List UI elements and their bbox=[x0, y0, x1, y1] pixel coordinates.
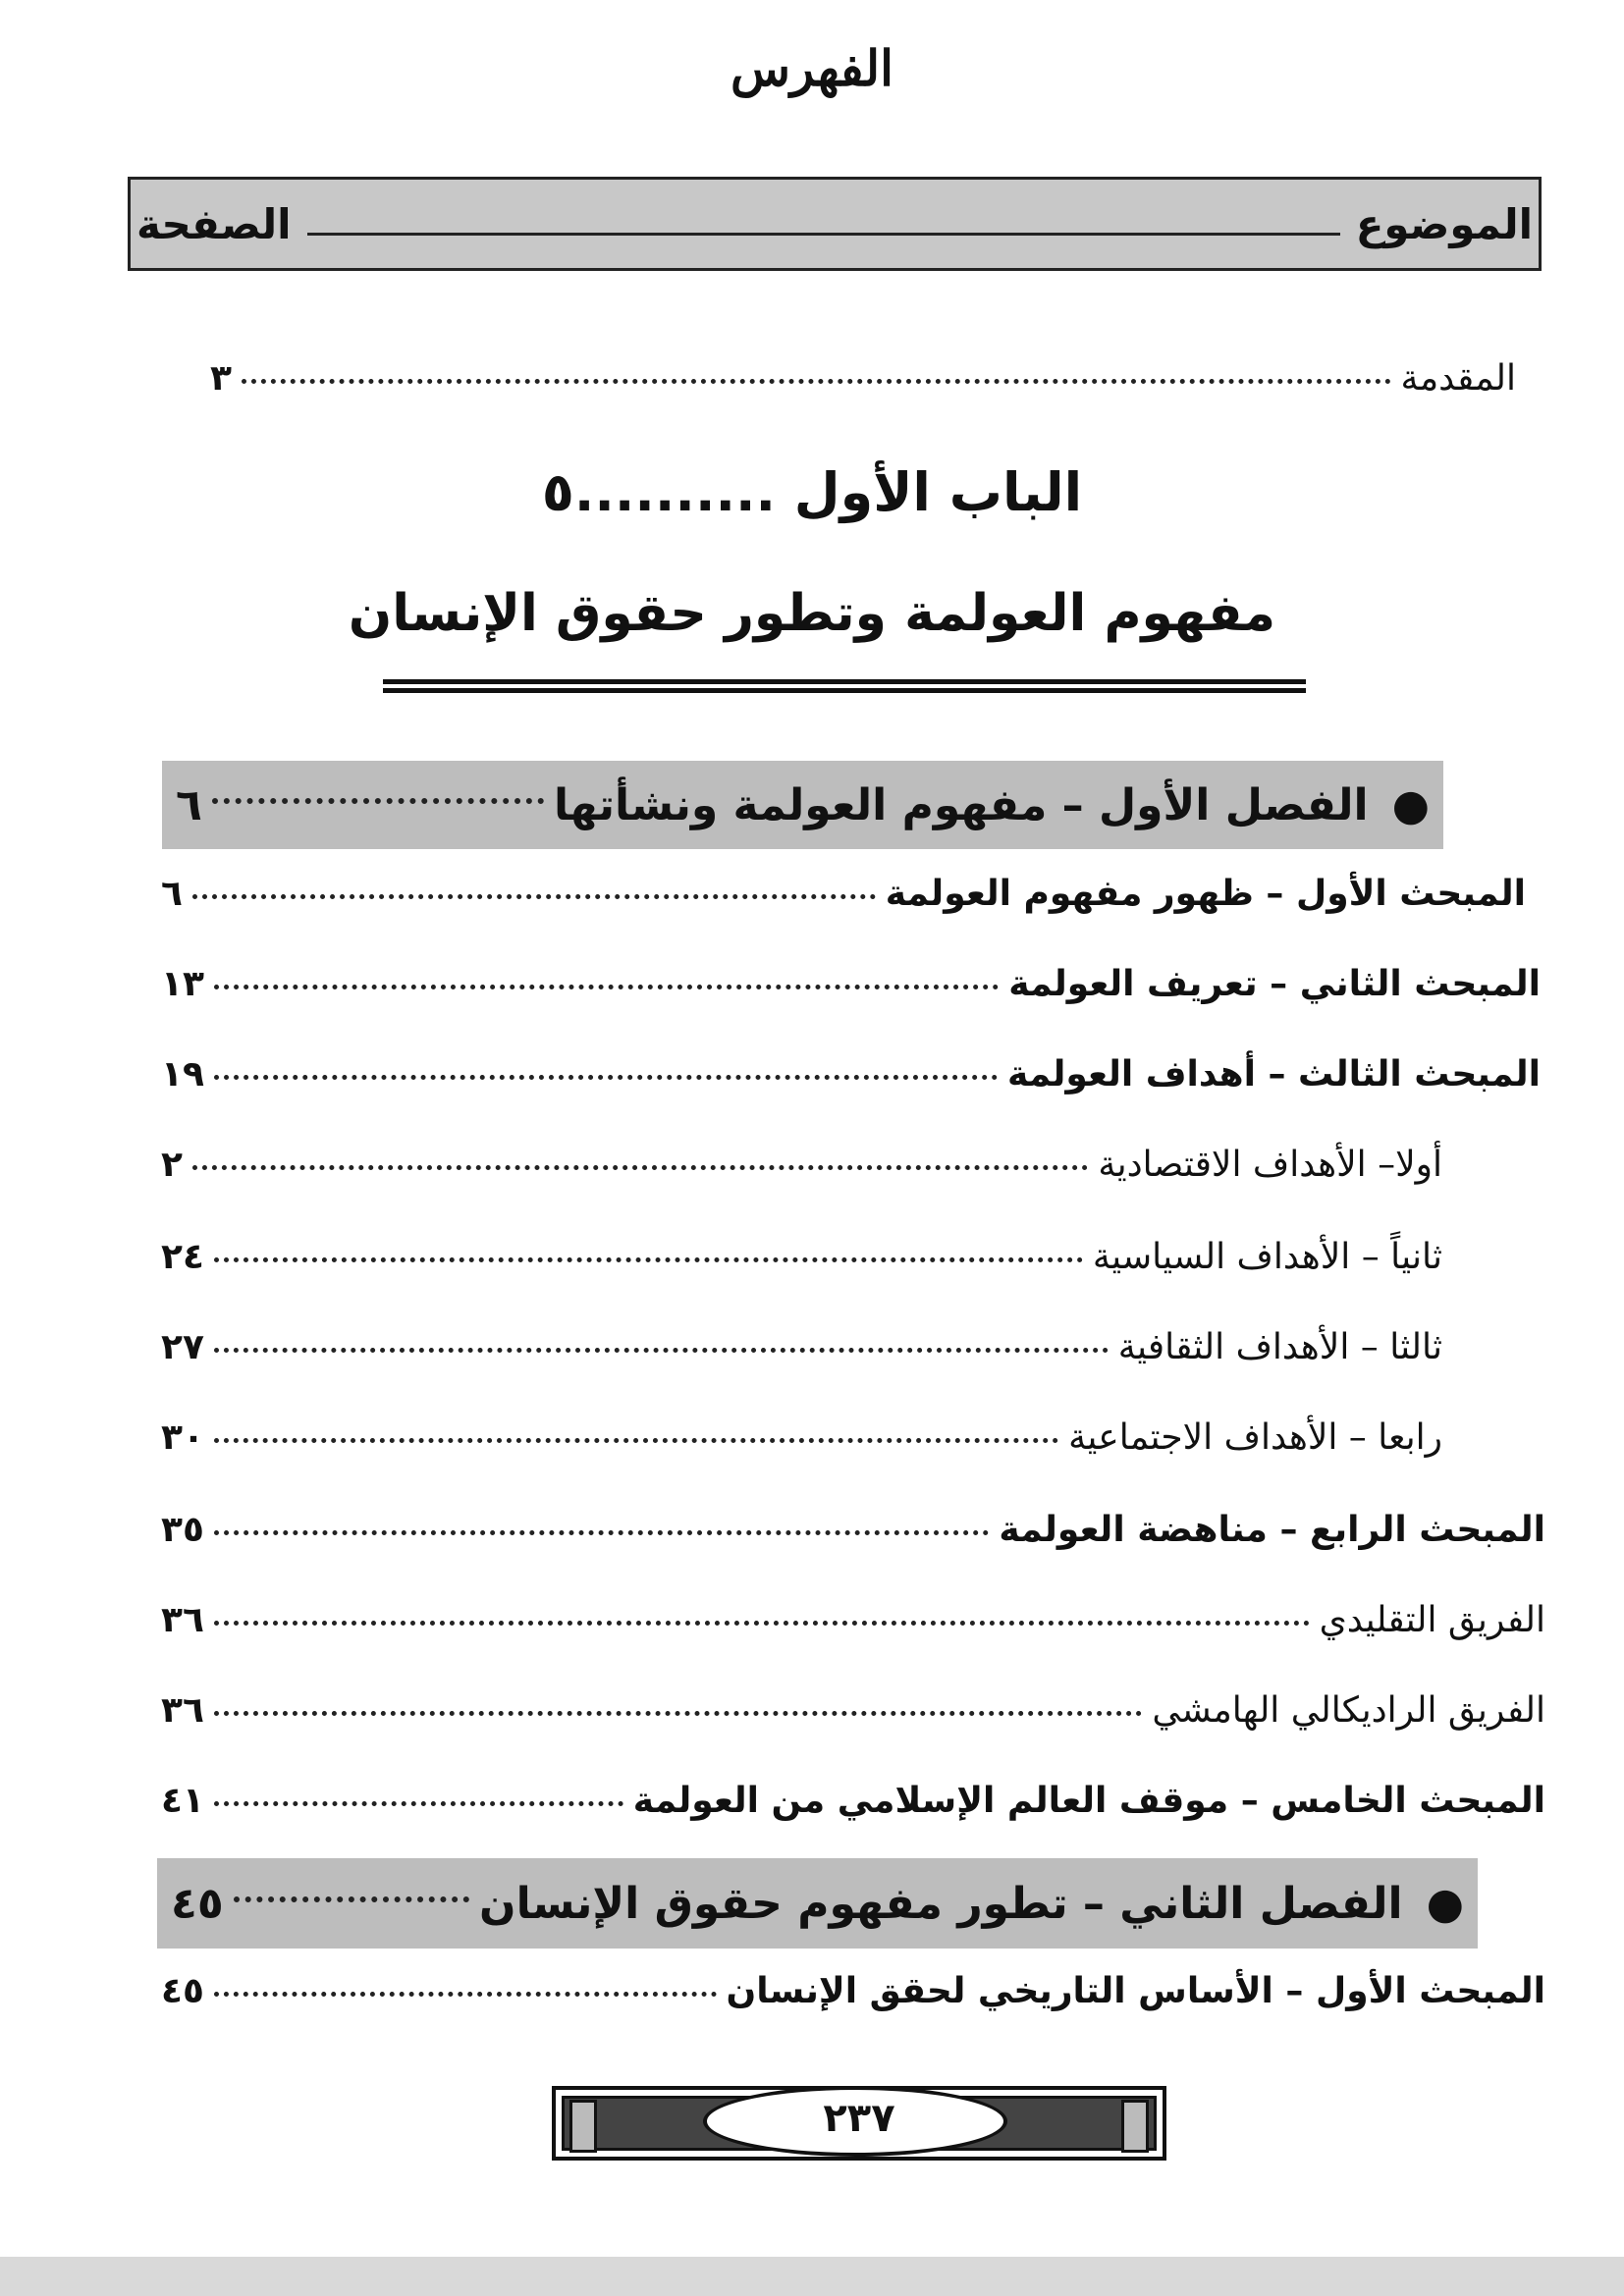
dot-leader bbox=[214, 1801, 623, 1806]
toc-entry-label: المبحث الخامس – موقف العالم الإسلامي من العولمة bbox=[632, 1781, 1545, 1821]
toc-entry[interactable] bbox=[161, 1237, 1442, 1296]
toc-entry-page: ٢ bbox=[161, 1145, 183, 1185]
dot-leader bbox=[214, 1621, 1310, 1626]
chapter-heading-1[interactable] bbox=[162, 761, 1443, 849]
toc-entry-label: ثانياً – الأهداف السياسية bbox=[1092, 1237, 1442, 1277]
bullet-icon: ● bbox=[1426, 1878, 1464, 1929]
toc-entry-page: ٣٦ bbox=[161, 1600, 204, 1640]
toc-entry-page: ٦ bbox=[161, 874, 183, 914]
part-title: الباب الأول ..........٥ bbox=[541, 461, 1083, 523]
dot-leader bbox=[214, 985, 999, 989]
toc-entry-page: ٣٠ bbox=[161, 1417, 204, 1458]
toc-entry-label: المبحث الثالث – أهداف العولمة bbox=[1006, 1054, 1541, 1095]
chapter-page: ٤٥ bbox=[171, 1878, 224, 1929]
toc-entry[interactable] bbox=[161, 1054, 1541, 1113]
chapter-label: الفصل الثاني – تطور مفهوم حقوق الإنسان bbox=[479, 1878, 1403, 1929]
dot-leader bbox=[214, 1438, 1058, 1443]
toc-entry-page: ٣ bbox=[210, 358, 232, 399]
toc-entry-label: المقدمة bbox=[1400, 358, 1516, 399]
column-header bbox=[128, 177, 1542, 271]
dot-leader bbox=[214, 1257, 1083, 1262]
toc-entry-page: ٤١ bbox=[161, 1781, 204, 1821]
toc-entry-label: المبحث الأول – ظهور مفهوم العولمة bbox=[885, 874, 1526, 914]
chapter-label: الفصل الأول – مفهوم العولمة ونشأتها bbox=[553, 779, 1369, 830]
dot-leader bbox=[234, 1896, 469, 1902]
toc-entry-page: ٣٥ bbox=[161, 1510, 204, 1550]
toc-entry-page: ٣٦ bbox=[161, 1690, 204, 1731]
toc-entry[interactable] bbox=[161, 1510, 1545, 1569]
dot-leader bbox=[214, 1992, 717, 1997]
toc-entry[interactable] bbox=[161, 1327, 1442, 1386]
toc-entry-label: ثالثا – الأهداف الثقافية bbox=[1117, 1327, 1442, 1367]
toc-entry-page: ١٣ bbox=[161, 964, 204, 1004]
toc-entry[interactable] bbox=[161, 1690, 1545, 1749]
chapter-heading-2[interactable] bbox=[157, 1858, 1478, 1949]
part-subtitle: مفهوم العولمة وتطور حقوق الإنسان bbox=[348, 584, 1276, 643]
toc-entry[interactable] bbox=[161, 1417, 1442, 1476]
toc-entry-intro[interactable] bbox=[210, 358, 1516, 417]
page-title: الفهرس bbox=[730, 39, 894, 97]
bullet-icon: ● bbox=[1391, 779, 1430, 830]
dot-leader bbox=[192, 894, 876, 899]
toc-entry-label: رابعا – الأهداف الاجتماعية bbox=[1068, 1417, 1442, 1458]
dot-leader bbox=[214, 1530, 989, 1535]
subject-header: الموضوع bbox=[1355, 199, 1533, 248]
toc-entry[interactable] bbox=[161, 964, 1541, 1023]
dot-leader bbox=[212, 798, 544, 804]
dot-leader bbox=[192, 1165, 1088, 1170]
toc-entry[interactable] bbox=[161, 874, 1526, 933]
page-header: الصفحة bbox=[136, 199, 292, 248]
dot-leader bbox=[214, 1711, 1142, 1716]
toc-entry[interactable] bbox=[161, 1781, 1545, 1840]
toc-entry[interactable] bbox=[161, 1971, 1545, 2030]
toc-entry-page: ١٩ bbox=[161, 1054, 204, 1095]
header-line bbox=[307, 233, 1340, 236]
chapter-page: ٦ bbox=[176, 779, 202, 830]
toc-entry-page: ٤٥ bbox=[161, 1971, 204, 2011]
toc-entry-page: ٢٧ bbox=[161, 1327, 204, 1367]
dot-leader bbox=[242, 379, 1391, 384]
toc-entry-label: أولا– الأهداف الاقتصادية bbox=[1098, 1145, 1442, 1185]
double-rule-divider bbox=[383, 679, 1306, 693]
toc-entry-label: الفريق التقليدي bbox=[1319, 1600, 1545, 1640]
toc-entry-label: المبحث الثاني – تعريف العولمة bbox=[1008, 964, 1541, 1004]
page-number-ornament bbox=[552, 2086, 1166, 2161]
dot-leader bbox=[214, 1075, 998, 1080]
scan-edge bbox=[0, 2257, 1624, 2296]
page-number: ٢٣٧ bbox=[823, 2096, 895, 2141]
dot-leader bbox=[214, 1348, 1109, 1353]
toc-entry[interactable] bbox=[161, 1600, 1545, 1659]
toc-entry-label: المبحث الأول – الأساس التاريخي لحقق الإنسان bbox=[726, 1971, 1545, 2011]
toc-entry-label: المبحث الرابع – مناهضة العولمة bbox=[999, 1510, 1545, 1550]
toc-entry-label: الفريق الراديكالي الهامشي bbox=[1152, 1690, 1545, 1731]
toc-entry-page: ٢٤ bbox=[161, 1237, 204, 1277]
toc-entry[interactable] bbox=[161, 1145, 1442, 1203]
